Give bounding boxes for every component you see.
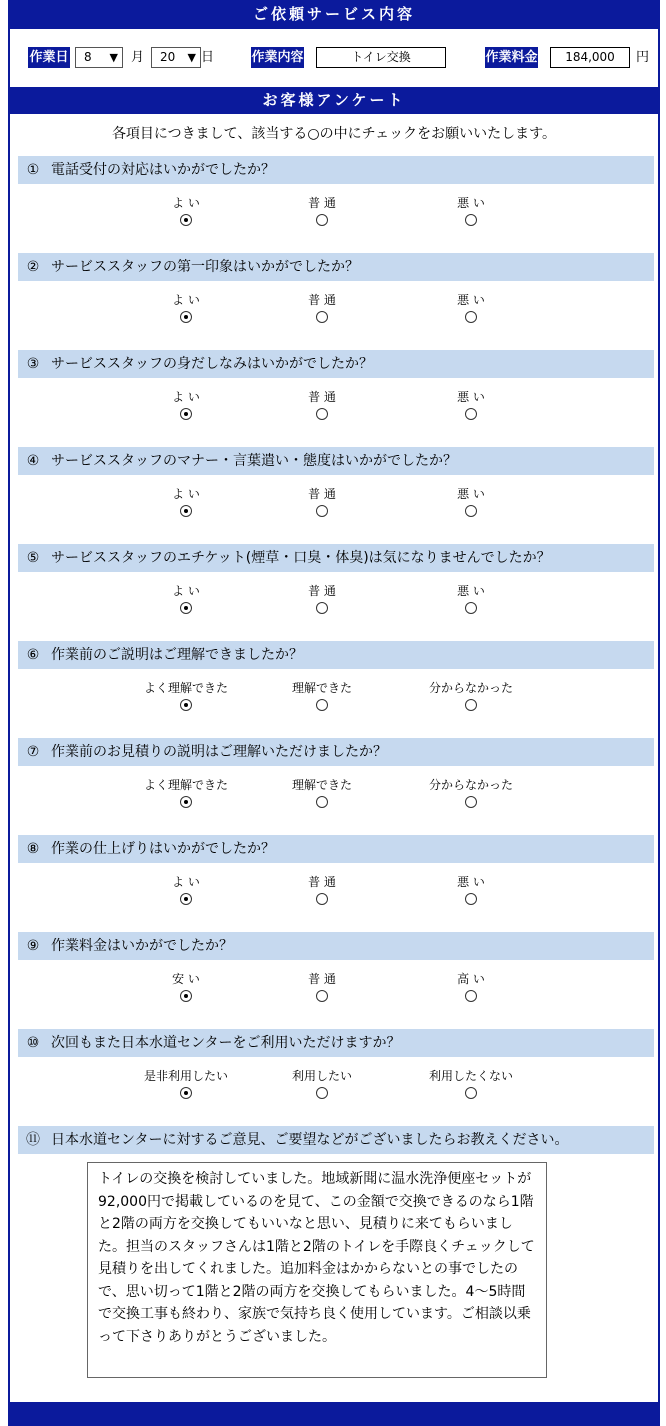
answer-option[interactable] [421, 777, 521, 811]
survey-instructions: 各項目につきまして、該当する○の中にチェックをお願いいたします。 [111, 126, 557, 142]
question-text: サービススタッフの身だしなみはいかがでしたか？ [51, 356, 373, 372]
radio-button[interactable] [180, 408, 192, 420]
option-label: よ い [172, 196, 200, 210]
answer-option[interactable] [421, 1068, 521, 1102]
radio-button[interactable] [316, 505, 328, 517]
answer-option[interactable] [272, 777, 372, 811]
option-label: 悪 い [457, 584, 485, 598]
answer-option[interactable] [421, 292, 521, 326]
answer-option[interactable] [136, 874, 236, 908]
option-label: 利用したくない [428, 1069, 513, 1083]
question-5 [18, 544, 654, 572]
option-label: よく理解できた [143, 681, 228, 695]
answer-option[interactable] [421, 680, 521, 714]
option-label: 普 通 [308, 875, 336, 889]
radio-button[interactable] [180, 990, 192, 1002]
option-label: 普 通 [308, 196, 336, 210]
question-text: 作業の仕上げりはいかがでしたか？ [51, 841, 275, 857]
radio-button[interactable] [316, 699, 328, 711]
answer-option[interactable] [136, 486, 236, 520]
radio-button[interactable] [316, 408, 328, 420]
option-label: 高 い [457, 972, 485, 986]
radio-button[interactable] [316, 796, 328, 808]
radio-button[interactable] [180, 505, 192, 517]
option-label: よ い [172, 584, 200, 598]
option-label: 利用したい [291, 1069, 352, 1083]
answer-option[interactable] [136, 583, 236, 617]
question-number: ④ [26, 453, 40, 469]
month-value: 8 [84, 50, 92, 64]
option-label: 悪 い [457, 875, 485, 889]
question-10 [18, 1029, 654, 1057]
radio-button[interactable] [465, 699, 477, 711]
radio-button[interactable] [180, 699, 192, 711]
option-label: 理解できた [291, 778, 352, 792]
option-label: 普 通 [308, 487, 336, 501]
answer-option[interactable] [136, 389, 236, 423]
radio-button[interactable] [316, 893, 328, 905]
question-number: ③ [26, 356, 40, 372]
day-select[interactable] [151, 47, 201, 68]
answer-option[interactable] [272, 680, 372, 714]
option-label: 悪 い [457, 293, 485, 307]
question-text: 次回もまた日本水道センターをご利用いただけますか？ [51, 1035, 401, 1051]
day-unit: 日 [201, 50, 215, 65]
radio-button[interactable] [465, 990, 477, 1002]
question-7 [18, 738, 654, 766]
option-label: 普 通 [308, 584, 336, 598]
radio-button[interactable] [316, 602, 328, 614]
radio-button[interactable] [465, 505, 477, 517]
question-text: サービススタッフのエチケット(煙草・口臭・体臭)は気になりませんでしたか？ [51, 550, 551, 566]
month-select[interactable] [75, 47, 123, 68]
radio-button[interactable] [180, 214, 192, 226]
answer-option[interactable] [272, 583, 372, 617]
answer-option[interactable] [136, 195, 236, 229]
work-date-label: 作業日 [28, 47, 70, 68]
answer-option[interactable] [421, 195, 521, 229]
work-fee-label: 作業料金 [485, 47, 538, 68]
radio-button[interactable] [316, 990, 328, 1002]
option-label: 悪 い [457, 487, 485, 501]
work-content-field[interactable]: トイレ交換 [316, 47, 446, 68]
answer-option[interactable] [136, 777, 236, 811]
question-number: ⑥ [26, 647, 40, 663]
question-text: 日本水道センターに対するご意見、ご要望などがございましたらお教えください。 [51, 1132, 569, 1148]
question-number: ② [26, 259, 40, 275]
question-9 [18, 932, 654, 960]
option-label: 悪 い [457, 196, 485, 210]
option-label: 普 通 [308, 972, 336, 986]
service-header: ご依頼サービス内容 [8, 0, 660, 29]
question-8 [18, 835, 654, 863]
radio-button[interactable] [180, 602, 192, 614]
question-number: ⑪ [26, 1132, 40, 1148]
answer-option[interactable] [272, 389, 372, 423]
day-value: 20 [160, 50, 176, 64]
option-label: 安 い [172, 972, 200, 986]
question-number: ⑨ [26, 938, 40, 954]
answer-option[interactable] [272, 1068, 372, 1102]
work-fee-field[interactable]: 184,000 [550, 47, 630, 68]
answer-option[interactable] [272, 292, 372, 326]
option-label: 分からなかった [428, 778, 513, 792]
fee-unit: 円 [636, 50, 650, 65]
option-label: 分からなかった [428, 681, 513, 695]
radio-button[interactable] [465, 893, 477, 905]
question-number: ⑧ [26, 841, 40, 857]
radio-button[interactable] [180, 796, 192, 808]
question-number: ⑦ [26, 744, 40, 760]
question-2 [18, 253, 654, 281]
answer-option[interactable] [272, 195, 372, 229]
question-11 [18, 1126, 654, 1154]
answer-option[interactable] [136, 971, 236, 1005]
month-unit: 月 [131, 50, 145, 65]
chevron-down-icon: ▼ [109, 51, 118, 64]
question-number: ① [26, 162, 40, 178]
answer-option[interactable] [421, 486, 521, 520]
question-text: 作業前のご説明はご理解できましたか？ [51, 647, 303, 663]
option-label: よく理解できた [143, 778, 228, 792]
question-text: サービススタッフの第一印象はいかがでしたか？ [51, 259, 359, 275]
question-text: 作業前のお見積りの説明はご理解いただけましたか？ [51, 744, 387, 760]
question-number: ⑩ [26, 1035, 40, 1051]
question-text: 電話受付の対応はいかがでしたか？ [51, 162, 275, 178]
question-3 [18, 350, 654, 378]
option-label: 普 通 [308, 293, 336, 307]
answer-option[interactable] [421, 583, 521, 617]
question-6 [18, 641, 654, 669]
answer-option[interactable] [272, 874, 372, 908]
answer-option[interactable] [421, 874, 521, 908]
question-text: サービススタッフのマナー・言葉遣い・態度はいかがでしたか？ [51, 453, 457, 469]
option-label: 是非利用したい [143, 1069, 228, 1083]
radio-button[interactable] [180, 893, 192, 905]
radio-button[interactable] [316, 214, 328, 226]
radio-button[interactable] [465, 1087, 477, 1099]
option-label: よ い [172, 487, 200, 501]
option-label: よ い [172, 390, 200, 404]
question-text: 作業料金はいかがでしたか？ [51, 938, 233, 954]
work-content-label: 作業内容 [251, 47, 304, 68]
radio-button[interactable] [465, 311, 477, 323]
answer-option[interactable] [421, 389, 521, 423]
option-label: 普 通 [308, 390, 336, 404]
answer-option[interactable] [272, 486, 372, 520]
survey-header: お客様アンケート [8, 87, 660, 114]
option-label: よ い [172, 293, 200, 307]
comment-textarea[interactable]: トイレの交換を検討していました。地域新聞に温水洗浄便座セットが92,000円で掲載しているのを見て、この金額で交換できるのなら1階と2階の両方を交換してもいいなと思い、見積りに来てもらいました。担当のスタッフさんは1階と2階のトイレを手際良くチェックして見積りを出してくれました。追加料金はかからないとの事でしたので、思い切って1階と2階の両方を交換してもらいました。4～5時間で交換工事も終わり、家族で気持ち良く使用しています。ご相談以乗って下さりありがとうございました。 [87, 1162, 547, 1378]
radio-button[interactable] [465, 796, 477, 808]
radio-button[interactable] [465, 602, 477, 614]
question-number: ⑤ [26, 550, 40, 566]
question-1 [18, 156, 654, 184]
question-4 [18, 447, 654, 475]
footer-bar [8, 1402, 660, 1426]
radio-button[interactable] [465, 408, 477, 420]
chevron-down-icon: ▼ [187, 51, 196, 64]
answer-option[interactable] [272, 971, 372, 1005]
radio-button[interactable] [316, 311, 328, 323]
option-label: よ い [172, 875, 200, 889]
answer-option[interactable] [136, 680, 236, 714]
radio-button[interactable] [180, 1087, 192, 1099]
answer-option[interactable] [136, 1068, 236, 1102]
option-label: 悪 い [457, 390, 485, 404]
radio-button[interactable] [316, 1087, 328, 1099]
answer-option[interactable] [136, 292, 236, 326]
radio-button[interactable] [465, 214, 477, 226]
answer-option[interactable] [421, 971, 521, 1005]
option-label: 理解できた [291, 681, 352, 695]
radio-button[interactable] [180, 311, 192, 323]
